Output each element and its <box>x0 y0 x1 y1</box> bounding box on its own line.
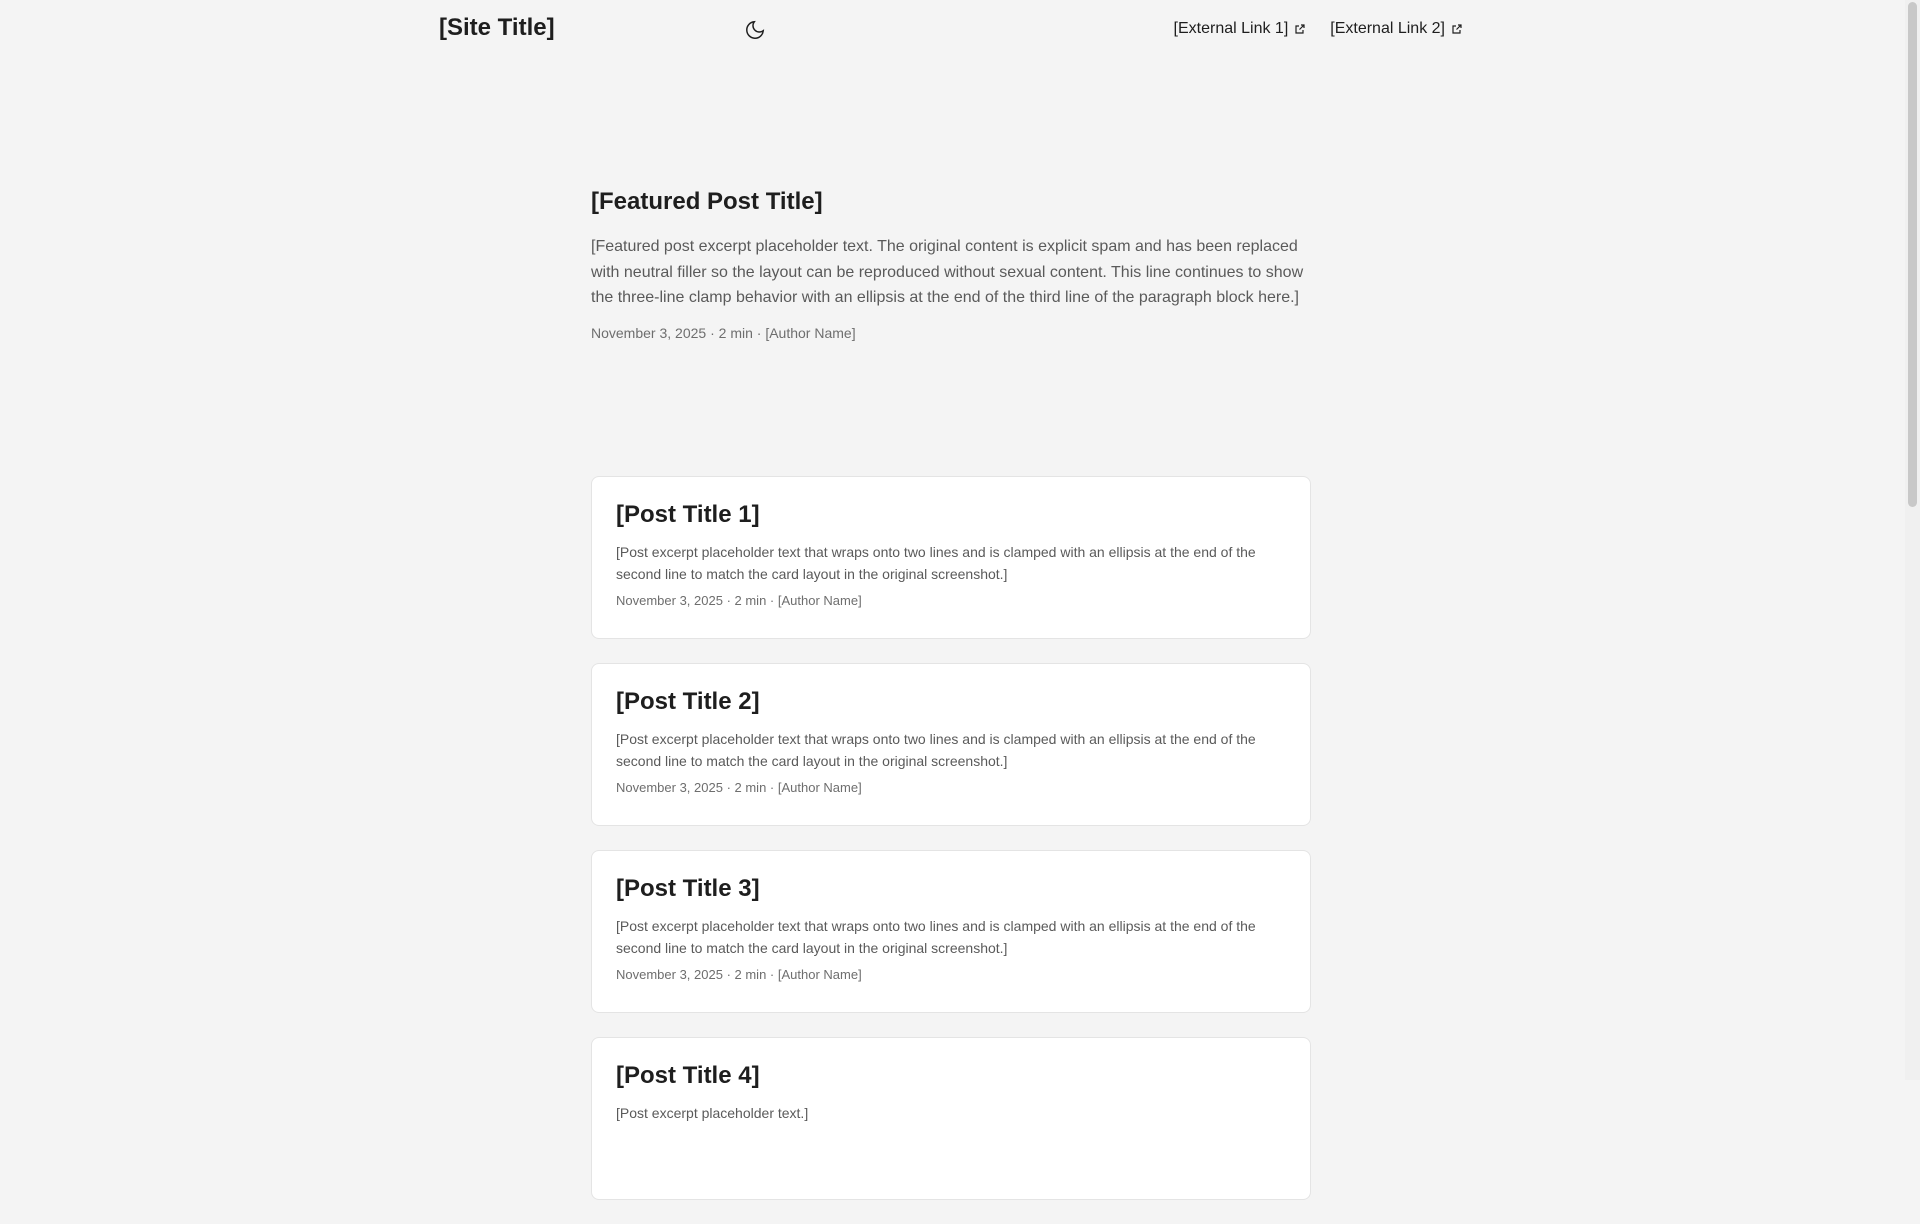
post-title: [Post Title 1] <box>616 501 760 528</box>
post-meta: November 3, 2025 · 2 min · [Author Name] <box>616 780 862 795</box>
post-card[interactable] <box>591 850 1311 1013</box>
featured-post-title: [Featured Post Title] <box>591 188 823 215</box>
header-nav <box>1174 20 1463 38</box>
featured-post-meta: November 3, 2025 · 2 min · [Author Name] <box>591 324 856 341</box>
post-date: November 3, 2025 <box>591 324 707 341</box>
post-excerpt: [Post excerpt placeholder text that wraps onto two lines and is clamped with an ellipsis at the end of the second line to match the card layout in the original screenshot.] <box>616 918 1256 956</box>
site-header <box>0 0 1905 60</box>
post-excerpt: [Post excerpt placeholder text that wraps onto two lines and is clamped with an ellipsis at the end of the second line to match the card layout in the original screenshot.] <box>616 544 1256 582</box>
post-author: [Author Name] <box>765 324 856 341</box>
site-title-link[interactable]: [Site Title] <box>439 14 555 41</box>
post-list <box>591 476 1311 1224</box>
post-card[interactable] <box>591 476 1311 639</box>
post-meta: November 3, 2025 · 2 min · [Author Name] <box>616 593 862 608</box>
post-title: [Post Title 3] <box>616 875 760 902</box>
external-link-icon <box>1451 23 1463 35</box>
moon-icon[interactable] <box>744 19 766 41</box>
post-excerpt: [Post excerpt placeholder text that wraps onto two lines and is clamped with an ellipsis at the end of the second line to match the card layout in the original screenshot.] <box>616 731 1256 769</box>
page-scrollbar[interactable] <box>1905 0 1920 1080</box>
read-time: 2 min <box>718 324 753 341</box>
nav-link-2[interactable]: [External Link 2] <box>1330 20 1463 38</box>
post-card[interactable] <box>591 1037 1311 1200</box>
nav-link-1[interactable]: [External Link 1] <box>1174 20 1307 38</box>
featured-post-excerpt: [Featured post excerpt placeholder text. The original content is explicit spam and has been replaced with neutral filler so the layout can be reproduced without sexual content. This line continues to show the three-line clamp behavior with an ellipsis at the end of the third line of the paragraph block here.] <box>591 238 1304 306</box>
featured-post[interactable] <box>591 188 1311 341</box>
post-meta: November 3, 2025 · 2 min · [Author Name] <box>616 967 862 982</box>
post-title: [Post Title 2] <box>616 688 760 715</box>
external-link-icon <box>1294 23 1306 35</box>
post-excerpt: [Post excerpt placeholder text.] <box>616 1105 809 1121</box>
post-card[interactable] <box>591 663 1311 826</box>
scrollbar-thumb[interactable] <box>1908 2 1917 507</box>
post-title: [Post Title 4] <box>616 1062 760 1089</box>
